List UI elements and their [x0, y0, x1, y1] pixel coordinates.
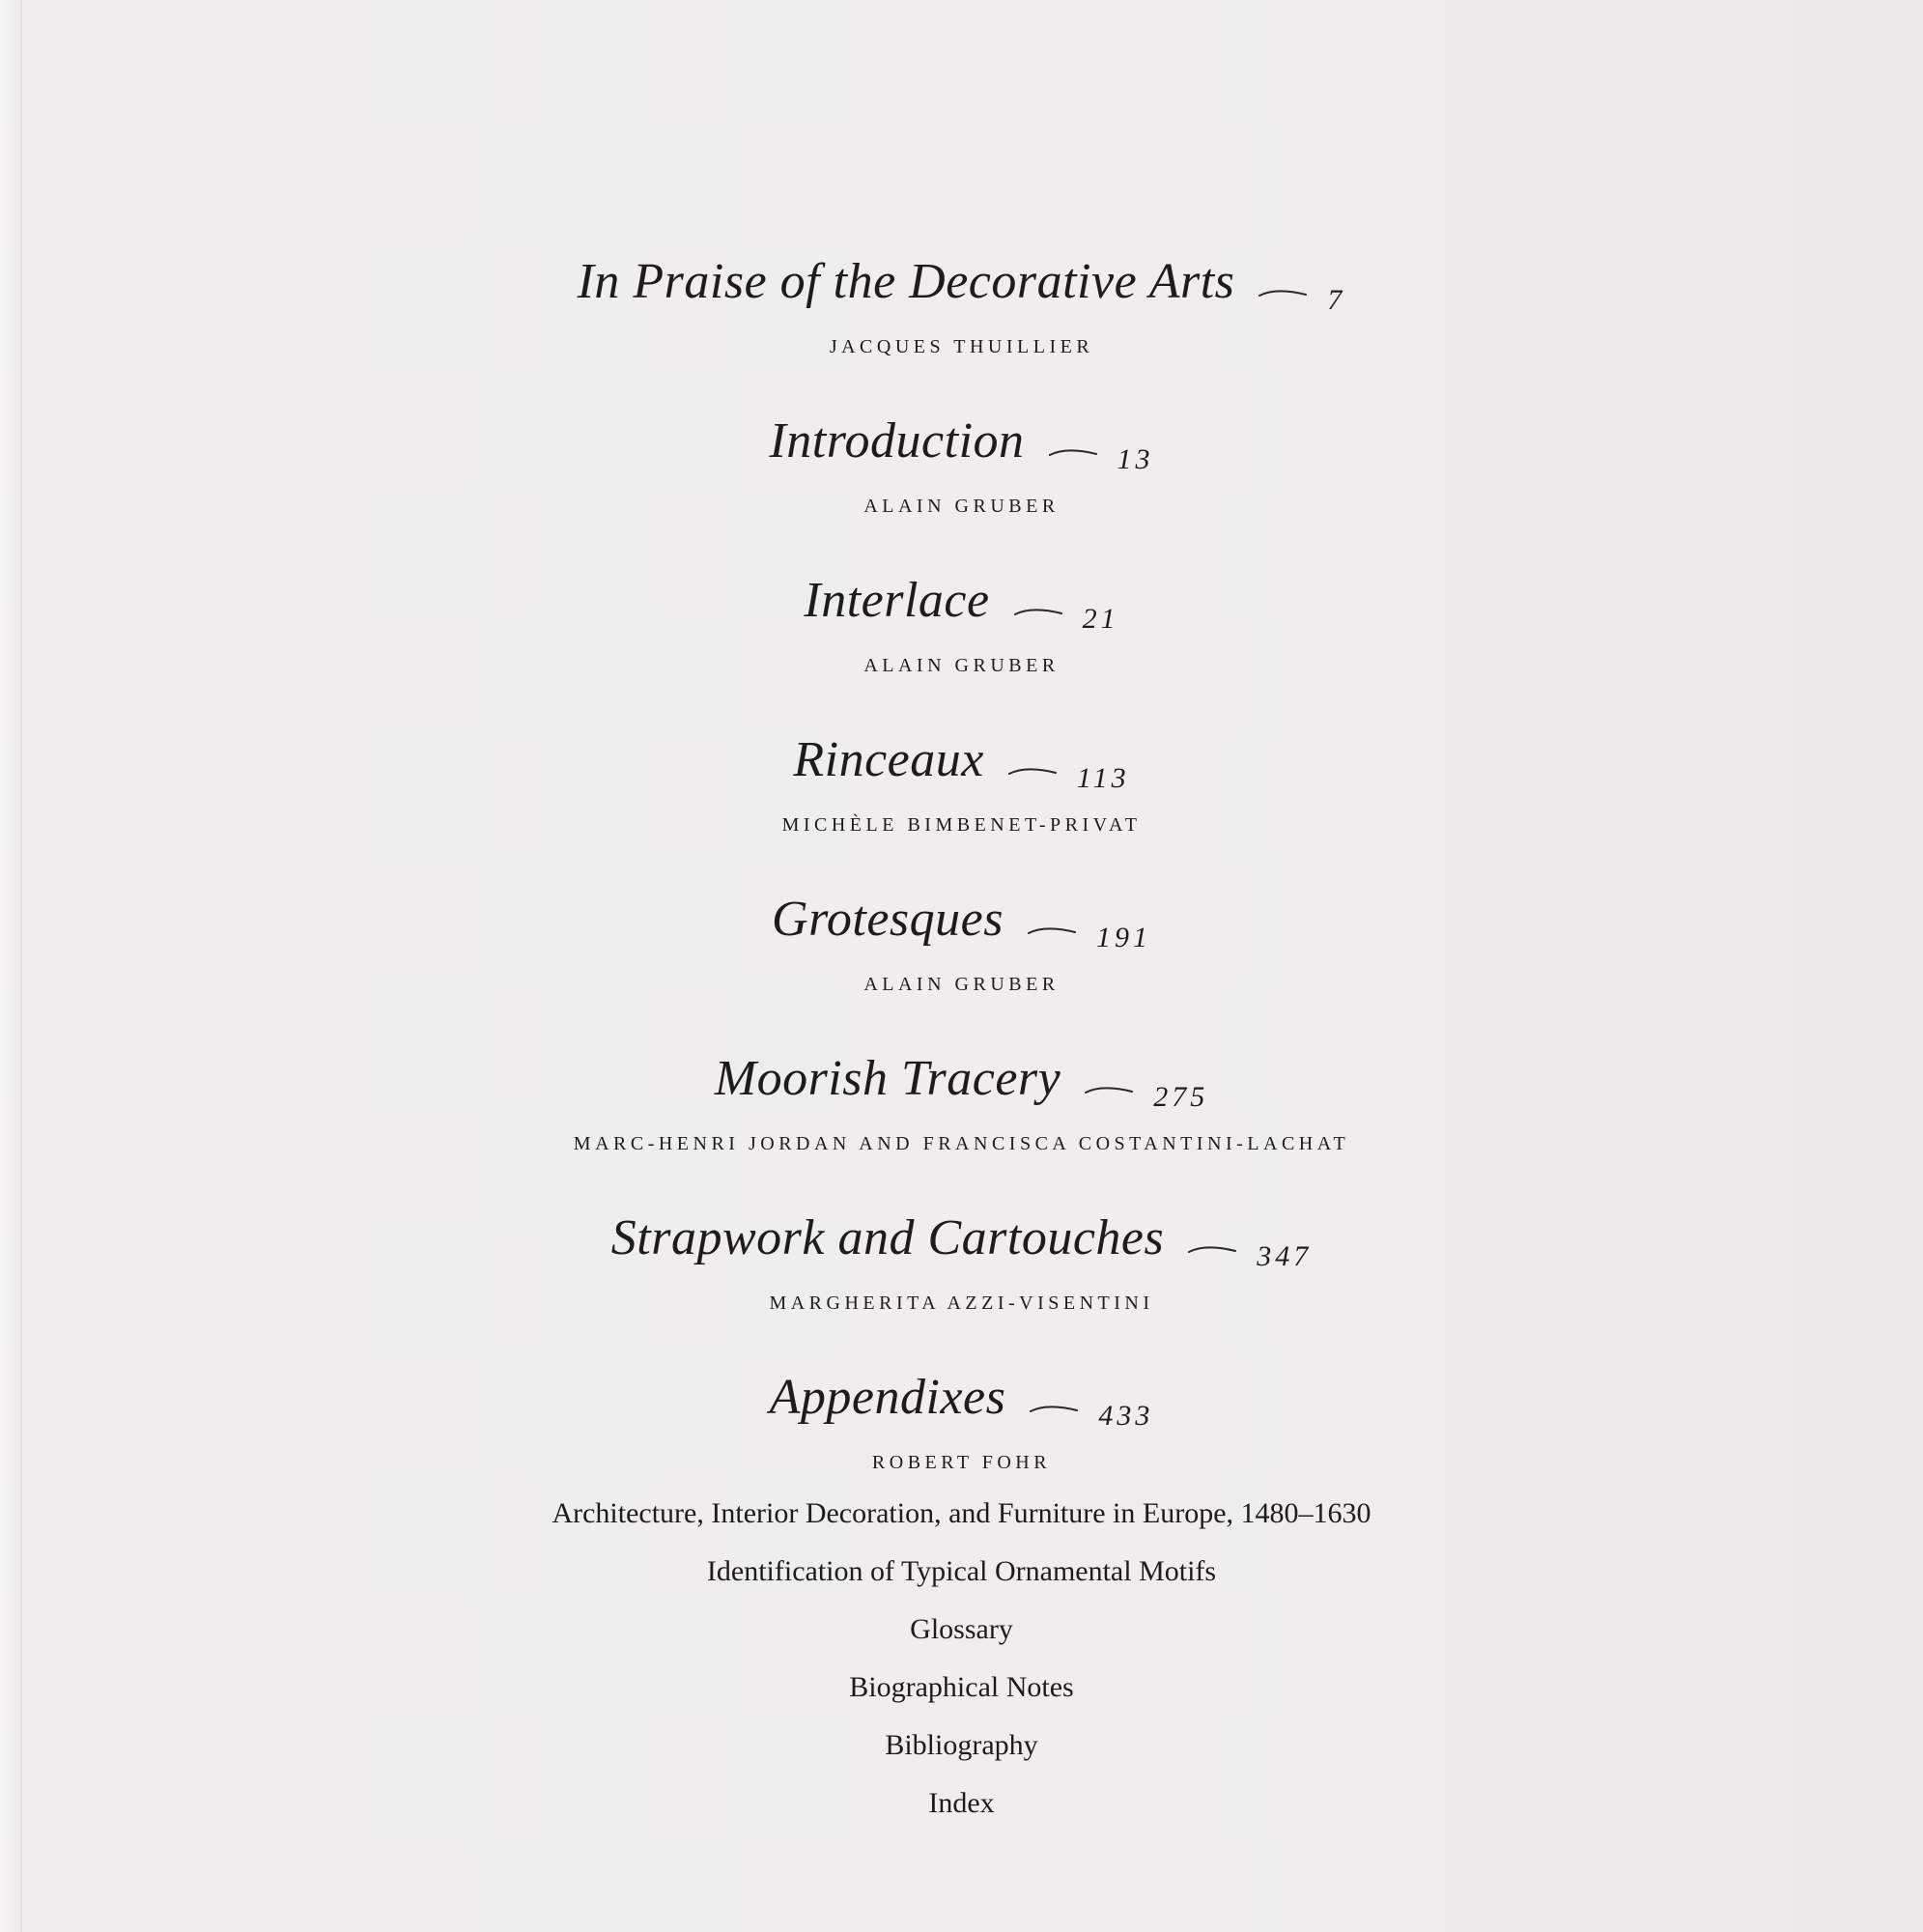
- appendix-item: Architecture, Interior Decoration, and Furniture in Europe, 1480–1630: [551, 1497, 1372, 1529]
- chapter-page-number: 433: [1098, 1400, 1154, 1432]
- toc-entry-interlace: [0, 560, 1923, 720]
- toc-entry-introduction: [0, 401, 1923, 560]
- toc-title-line: [0, 412, 1923, 475]
- flourish-dash-icon: [1187, 1243, 1237, 1257]
- toc-title-line: [0, 891, 1923, 953]
- chapter-page-number: 191: [1095, 922, 1151, 953]
- toc-entry-praise: [0, 242, 1923, 401]
- toc-entry-moorish-tracery: [0, 1038, 1923, 1198]
- chapter-author: ALAIN GRUBER: [863, 496, 1060, 517]
- chapter-author: MICHÈLE BIMBENET-PRIVAT: [781, 814, 1142, 836]
- toc-title-line: [0, 572, 1923, 635]
- chapter-page-number: 21: [1082, 603, 1119, 635]
- chapter-author: MARC-HENRI JORDAN AND FRANCISCA COSTANTINI-LACHAT: [573, 1133, 1350, 1154]
- table-of-contents: [0, 242, 1923, 1517]
- appendix-item: Glossary: [910, 1613, 1013, 1645]
- toc-entry-rinceaux: [0, 720, 1923, 879]
- chapter-title: Interlace: [804, 573, 990, 628]
- chapter-title: Strapwork and Cartouches: [610, 1210, 1165, 1265]
- chapter-title: Rinceaux: [793, 732, 984, 787]
- chapter-page-number: 113: [1076, 762, 1130, 794]
- toc-title-line: [0, 1209, 1923, 1272]
- flourish-dash-icon: [1013, 606, 1063, 619]
- chapter-author: JACQUES THUILLIER: [829, 336, 1094, 357]
- toc-entry-strapwork: [0, 1198, 1923, 1357]
- flourish-dash-icon: [1007, 765, 1058, 779]
- toc-title-line: [0, 731, 1923, 794]
- toc-entry-grotesques: [0, 879, 1923, 1038]
- flourish-dash-icon: [1258, 287, 1308, 300]
- appendix-item: Bibliography: [885, 1729, 1038, 1761]
- chapter-author: ALAIN GRUBER: [863, 655, 1060, 676]
- chapter-author: ALAIN GRUBER: [863, 974, 1060, 995]
- toc-title-line: [0, 1369, 1923, 1432]
- toc-title-line: [0, 1050, 1923, 1113]
- chapter-page-number: 13: [1117, 443, 1154, 475]
- chapter-title: Introduction: [769, 413, 1025, 469]
- flourish-dash-icon: [1084, 1084, 1134, 1097]
- appendix-item: Biographical Notes: [849, 1671, 1074, 1703]
- chapter-title: Moorish Tracery: [714, 1051, 1061, 1106]
- appendix-list: [0, 1485, 1923, 1833]
- chapter-page-number: 347: [1257, 1240, 1313, 1272]
- chapter-page-number: 7: [1327, 284, 1346, 316]
- chapter-page-number: 275: [1153, 1081, 1209, 1113]
- flourish-dash-icon: [1029, 1403, 1079, 1416]
- chapter-title: Grotesques: [772, 892, 1004, 947]
- chapter-author: ROBERT FOHR: [871, 1452, 1052, 1473]
- chapter-author: MARGHERITA AZZI-VISENTINI: [769, 1293, 1154, 1314]
- flourish-dash-icon: [1027, 924, 1077, 938]
- chapter-title: Appendixes: [769, 1370, 1006, 1425]
- appendix-item: Index: [928, 1787, 995, 1819]
- appendix-item: Identification of Typical Ornamental Motifs: [706, 1555, 1217, 1587]
- flourish-dash-icon: [1048, 446, 1098, 460]
- chapter-title: In Praise of the Decorative Arts: [577, 254, 1235, 309]
- toc-title-line: [0, 253, 1923, 316]
